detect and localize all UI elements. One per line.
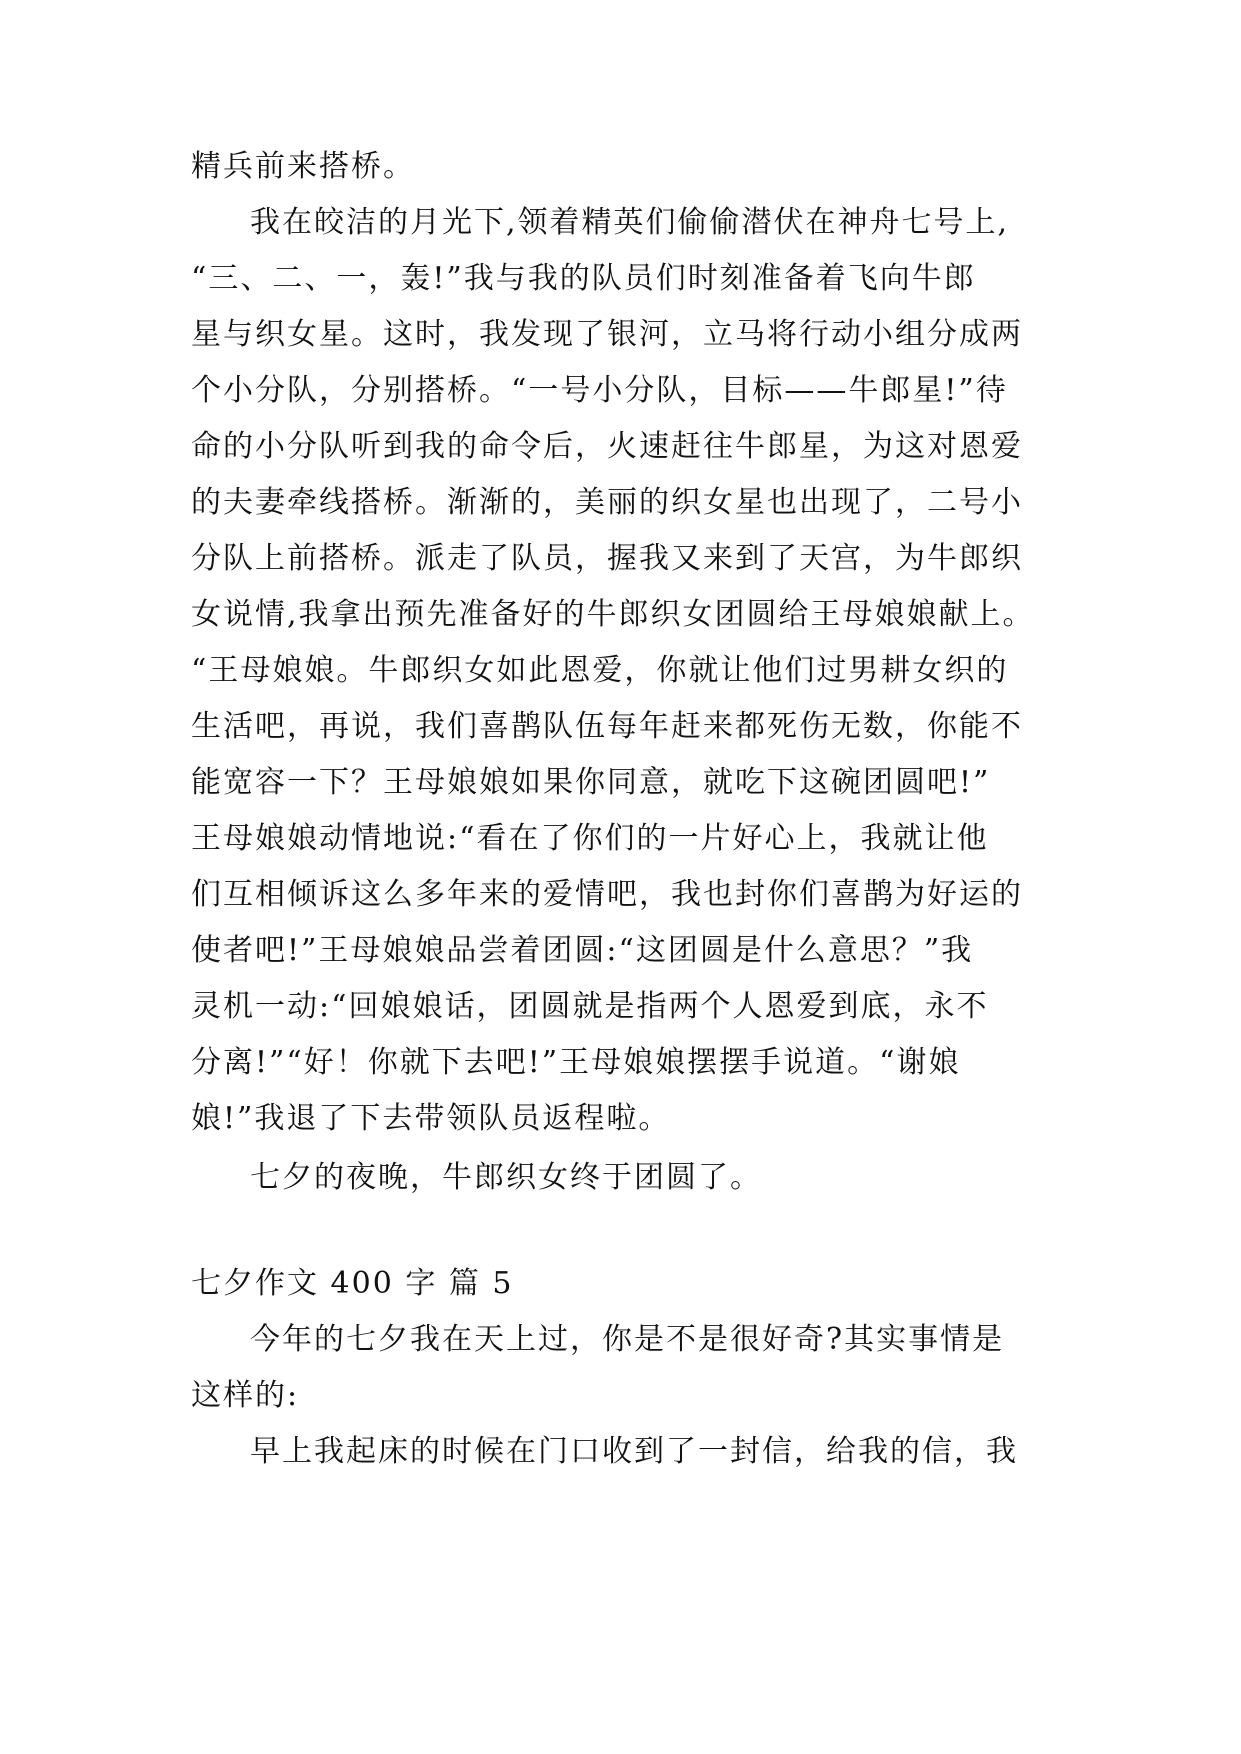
paragraph-line: 的夫妻牵线搭桥。渐渐的，美丽的织女星也出现了，二号小: [191, 485, 1023, 520]
paragraph-line: 能宽容一下？王母娘娘如果你同意，就吃下这碗团圆吧!”: [191, 765, 991, 800]
section-heading: 七夕作文 400 字 篇 5: [191, 1266, 514, 1301]
paragraph-line: 使者吧!”王母娘娘品尝着团圆:“这团圆是什么意思？”我: [191, 933, 974, 968]
paragraph-line: 今年的七夕我在天上过，你是不是很好奇?其实事情是: [250, 1322, 1005, 1357]
paragraph-line: 生活吧，再说，我们喜鹊队伍每年赶来都死伤无数，你能不: [191, 709, 1023, 744]
paragraph-line: 女说情,我拿出预先准备好的牛郎织女团圆给王母娘娘献上。: [191, 597, 1035, 632]
paragraph-line: 七夕的夜晚，牛郎织女终于团圆了。: [250, 1160, 762, 1195]
paragraph-line: 命的小分队听到我的命令后，火速赶往牛郎星，为这对恩爱: [191, 429, 1023, 464]
paragraph-line: “王母娘娘。牛郎织女如此恩爱，你就让他们过男耕女织的: [191, 653, 1009, 688]
paragraph-line: 星与织女星。这时，我发现了银河，立马将行动小组分成两: [191, 317, 1023, 352]
paragraph-line: 分队上前搭桥。派走了队员，握我又来到了天宫，为牛郎织: [191, 541, 1023, 576]
paragraph-line: 精兵前来搭桥。: [191, 149, 415, 184]
paragraph-line: 个小分队，分别搭桥。“一号小分队，目标——牛郎星!”待: [191, 373, 1008, 408]
paragraph-line: 王母娘娘动情地说:“看在了你们的一片好心上，我就让他: [191, 821, 989, 856]
paragraph-line: 这样的:: [191, 1378, 300, 1413]
paragraph-line: 分离!”“好！你就下去吧!”王母娘娘摆摆手说道。“谢娘: [191, 1045, 961, 1080]
paragraph-line: 灵机一动:“回娘娘话，团圆就是指两个人恩爱到底，永不: [191, 989, 989, 1024]
paragraph-line: 们互相倾诉这么多年来的爱情吧，我也封你们喜鹊为好运的: [191, 877, 1023, 912]
paragraph-line: 我在皎洁的月光下,领着精英们偷偷潜伏在神舟七号上,: [250, 205, 1010, 240]
paragraph-line: 早上我起床的时候在门口收到了一封信，给我的信，我: [250, 1434, 1018, 1469]
paragraph-line: “三、二、一，轰!”我与我的队员们时刻准备着飞向牛郎: [191, 261, 976, 296]
paragraph-line: 娘!”我退了下去带领队员返程啦。: [191, 1101, 671, 1136]
